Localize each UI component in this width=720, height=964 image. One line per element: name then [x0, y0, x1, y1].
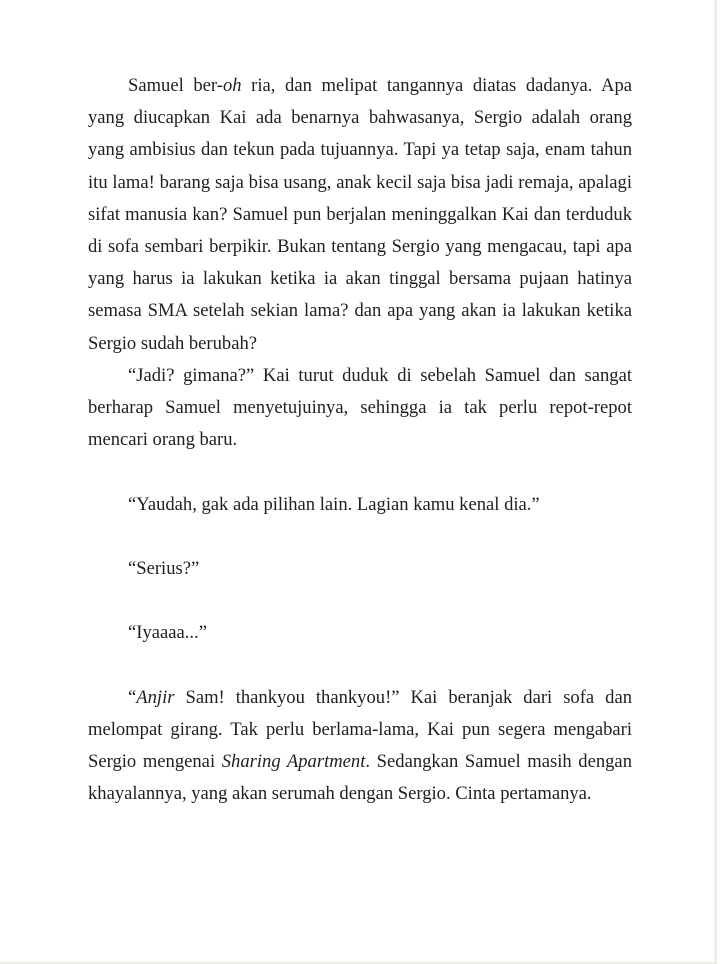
- paragraph-kai-thanks: [88, 682, 632, 811]
- paragraph-text: ria, dan melipat tangannya diatas dadanya. Apa yang diucapkan Kai ada benarnya bahwasanya, Sergio adalah orang yang ambisius dan tekun pada tujuannya. Tapi ya tetap saja, enam tahun itu lama! barang saja bisa usang, anak kecil saja bisa jadi remaja, apalagi sifat manusia kan? Samuel pun berjalan meninggalkan Kai dan terduduk di sofa sembari berpikir. Bukan tentang Sergio yang mengacau, tapi apa yang harus ia lakukan ketika ia akan tinggal bersama pujaan hatinya semasa SMA setelah sekian lama? dan apa yang akan ia lakukan ketika Sergio sudah berubah?: [88, 75, 633, 354]
- paragraph-kai-asks: “Jadi? gimana?” Kai turut duduk di sebelah Samuel dan sangat berharap Samuel menyetujuinya, sehingga ia tak perlu repot-repot mencari orang baru.: [88, 364, 632, 451]
- dialog-line: “Iyaaaa...”: [128, 622, 207, 644]
- spacer: [88, 585, 632, 617]
- page-text: [88, 70, 632, 811]
- spacer: [88, 650, 632, 682]
- dialog-line: “Yaudah, gak ada pilihan lain. Lagian kamu kenal dia.”: [128, 493, 540, 515]
- paragraph-text: “: [128, 686, 137, 708]
- paragraph-text: . Sedangkan Samuel masih dengan khayalannya, yang akan serumah dengan Sergio. Cinta pertamanya.: [88, 751, 632, 805]
- paragraph-samuel-thinking: [88, 70, 632, 360]
- paragraph-text: Samuel ber-: [128, 75, 223, 96]
- spacer: [88, 456, 632, 488]
- dialog-line: “Serius?”: [128, 558, 200, 580]
- paragraph-text: Sam! thankyou thankyou!” Kai beranjak dari sofa dan melompat girang. Tak perlu berlama-lama, Kai pun segera mengabari Sergio mengenai: [88, 686, 632, 773]
- italic-word: oh: [222, 75, 242, 96]
- italic-word: Anjir: [136, 686, 175, 708]
- italic-phrase: Sharing Apartment: [221, 751, 366, 773]
- spacer: [88, 521, 632, 553]
